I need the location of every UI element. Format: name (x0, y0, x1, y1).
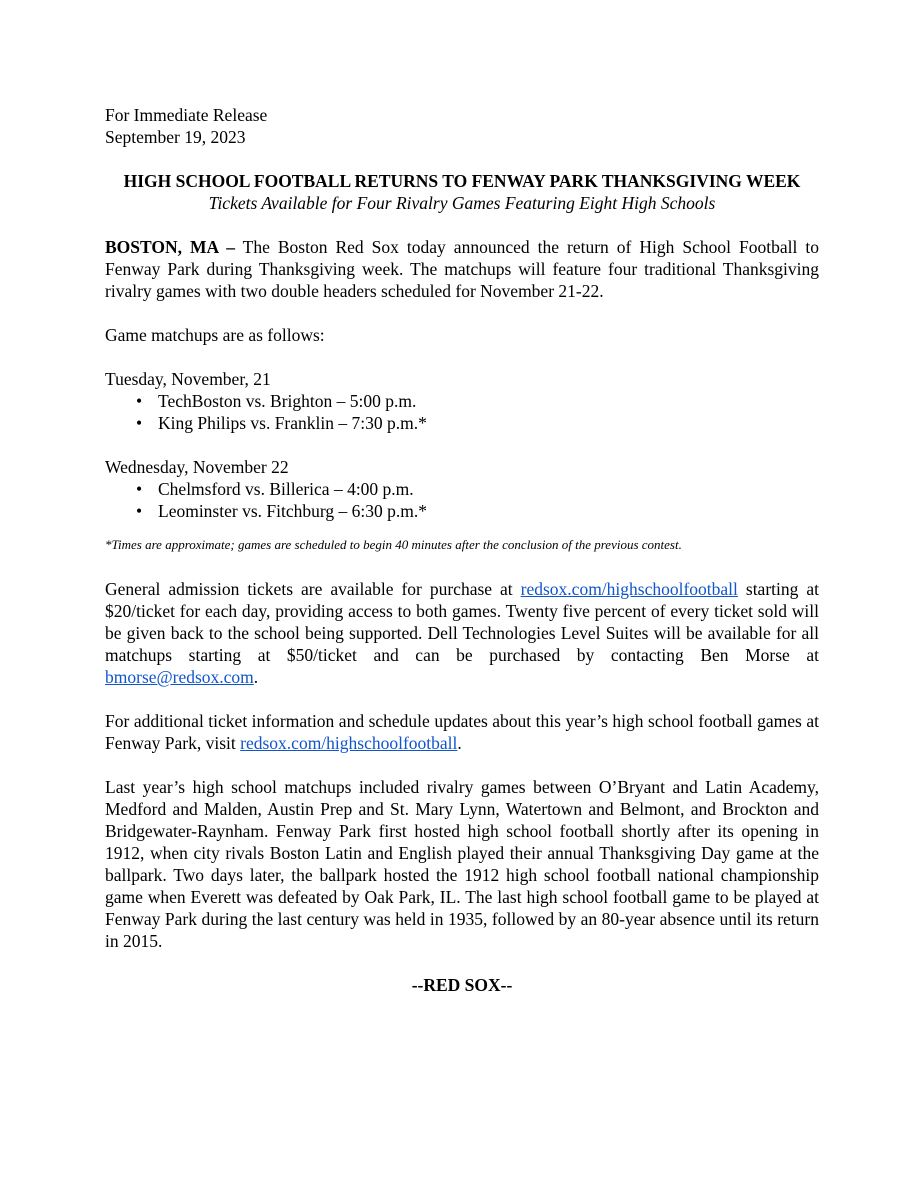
release-date: September 19, 2023 (105, 127, 246, 147)
bullet-icon: • (136, 391, 143, 411)
press-release-page (105, 104, 819, 996)
spacer (105, 952, 819, 974)
dateline: BOSTON, MA – (105, 237, 235, 257)
spacer (105, 688, 819, 710)
tickets-text-3: . (253, 667, 259, 687)
day-heading-tuesday: Tuesday, November, 21 (105, 369, 271, 389)
tickets-paragraph (105, 578, 819, 688)
headline: HIGH SCHOOL FOOTBALL RETURNS TO FENWAY PARK THANKSGIVING WEEK (123, 171, 801, 191)
additional-text-1: For additional ticket information and schedule updates about this year’s high school football games at Fenway Park, visit (105, 711, 819, 753)
email-link[interactable]: bmorse@redsox.com (105, 667, 254, 687)
game-text: Chelmsford vs. Billerica – 4:00 p.m. (158, 479, 414, 499)
times-footnote: *Times are approximate; games are scheduled to begin 40 minutes after the conclusion of the previous contest. (105, 537, 682, 552)
signoff: --RED SOX-- (411, 975, 513, 995)
spacer (105, 754, 819, 776)
game-text: King Philips vs. Franklin – 7:30 p.m.* (158, 413, 427, 433)
schedule-link[interactable]: redsox.com/highschoolfootball (240, 733, 458, 753)
game-text: Leominster vs. Fitchburg – 6:30 p.m.* (158, 501, 427, 521)
tickets-text-1: General admission tickets are available for purchase at (105, 579, 521, 599)
tickets-text-2: starting at $20/ticket for each day, providing access to both games. Twenty five percent of every ticket sold will be given back to the school being supported. Dell Technologies Level Suites will be available for all matchups starting at $50/ticket and can be purchased by contacting Ben Morse at (105, 579, 819, 665)
bullet-icon: • (136, 413, 143, 433)
spacer (105, 556, 819, 578)
spacer (105, 302, 819, 324)
bullet-icon: • (136, 479, 143, 499)
intro-paragraph (105, 236, 819, 302)
subheadline: Tickets Available for Four Rivalry Games Featuring Eight High Schools (208, 193, 716, 213)
game-text: TechBoston vs. Brighton – 5:00 p.m. (158, 391, 417, 411)
matchups-intro: Game matchups are as follows: (105, 325, 325, 345)
spacer (105, 346, 819, 368)
list-item (105, 412, 819, 434)
tuesday-games-list (105, 390, 819, 434)
additional-text-2: . (457, 733, 462, 753)
spacer (105, 434, 819, 456)
day-heading-wednesday: Wednesday, November 22 (105, 457, 289, 477)
list-item (105, 390, 819, 412)
bullet-icon: • (136, 501, 143, 521)
wednesday-games-list (105, 478, 819, 522)
release-line: For Immediate Release (105, 105, 268, 125)
intro-text: The Boston Red Sox today announced the return of High School Football to Fenway Park during Thanksgiving week. The matchups will feature four traditional Thanksgiving rivalry games with two double headers scheduled for November 21-22. (105, 237, 819, 301)
history-paragraph: Last year’s high school matchups included rivalry games between O’Bryant and Latin Academy, Medford and Malden, Austin Prep and St. Mary Lynn, Watertown and Belmont, and Brockton and Bridgewater-Raynham. Fenway Park first hosted high school football shortly after its opening in 1912, when city rivals Boston Latin and English played their annual Thanksgiving Day game at the ballpark. Two days later, the ballpark hosted the 1912 high school football national championship game when Everett was defeated by Oak Park, IL. The last high school football game to be played at Fenway Park during the last century was held in 1935, followed by an 80-year absence until its return in 2015. (105, 777, 819, 951)
additional-info-paragraph (105, 710, 819, 754)
spacer (105, 214, 819, 236)
tickets-link[interactable]: redsox.com/highschoolfootball (520, 579, 738, 599)
list-item (105, 500, 819, 522)
list-item (105, 478, 819, 500)
